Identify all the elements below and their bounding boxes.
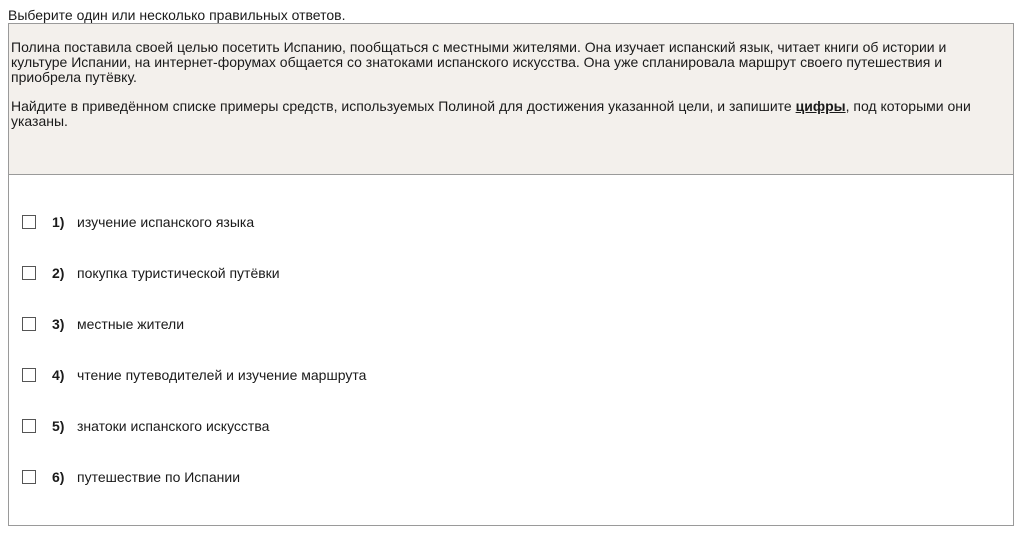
- question-paragraph-2-end: , под которыми они указаны.: [11, 98, 971, 129]
- option-5[interactable]: [22, 416, 269, 436]
- option-3-label: местные жители: [77, 316, 185, 332]
- option-3-number: 3): [52, 316, 65, 332]
- checkbox-option-3[interactable]: [22, 317, 36, 331]
- question-paragraph-1: Полина поставила своей целью посетить Испанию, пообщаться с местными жителями. Она изучает испанский язык, читает книги об истории и культуре Испании, на интернет-форумах общается со знатоками испанского искусства. Она уже спланировала маршрут своего путешествия и приобрела путёвку.: [11, 39, 947, 85]
- checkbox-option-5[interactable]: [22, 419, 36, 433]
- option-4-number: 4): [52, 367, 65, 383]
- question-paragraph-2-start: Найдите в приведённом списке примеры средств, используемых Полиной для достижения указанной цели, и запишите: [11, 98, 796, 114]
- option-1-label: изучение испанского языка: [77, 214, 255, 230]
- task-box: [8, 23, 1014, 526]
- option-4-label: чтение путеводителей и изучение маршрута: [77, 367, 367, 383]
- option-1-number: 1): [52, 214, 65, 230]
- question-paragraph-2: [11, 99, 1005, 129]
- checkbox-option-4[interactable]: [22, 368, 36, 382]
- option-2[interactable]: [22, 263, 280, 283]
- option-3[interactable]: [22, 314, 184, 334]
- option-6-label: путешествие по Испании: [77, 469, 241, 485]
- option-1[interactable]: [22, 212, 254, 232]
- instruction-text: Выберите один или несколько правильных ответов.: [8, 7, 346, 23]
- checkbox-option-2[interactable]: [22, 266, 36, 280]
- checkbox-option-1[interactable]: [22, 215, 36, 229]
- option-5-label: знатоки испанского искусства: [77, 418, 270, 434]
- option-2-number: 2): [52, 265, 65, 281]
- option-4[interactable]: [22, 365, 366, 385]
- option-2-label: покупка туристической путёвки: [77, 265, 280, 281]
- option-6[interactable]: [22, 467, 240, 487]
- option-5-number: 5): [52, 418, 65, 434]
- option-6-number: 6): [52, 469, 65, 485]
- question-panel: [9, 24, 1013, 175]
- checkbox-option-6[interactable]: [22, 470, 36, 484]
- question-emphasis: цифры: [795, 98, 846, 114]
